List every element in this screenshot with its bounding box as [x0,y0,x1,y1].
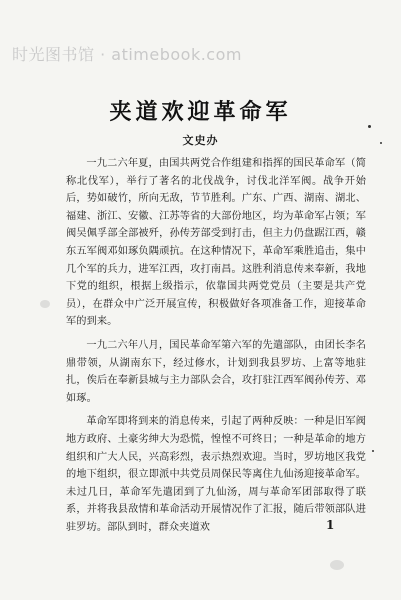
watermark: 时光图书馆 · atimebook.com [12,45,242,64]
scan-speck [372,450,374,452]
paragraph-3: 革命军即将到来的消息传来，引起了两种反映：一种是旧军阀地方政府、土豪劣绅大为恐慌，惶惶不可终日；一种是革命的地方组织和广大人民，兴高彩烈，表示热烈欢迎。当时，罗坊地区我党的地下组织，很立即派中共党员周保民等离住九仙汤迎接革命军。未过几日，革命军先遣团到了九仙汤，周与革命军团部取得了联系，并将我县敌情和革命活动开展情况作了汇报，随后带领部队进驻罗坊。部队到时，群众夹道欢 [66,416,366,533]
scan-speck [368,125,371,128]
page-title: 夹道欢迎革命军 [109,99,292,125]
paragraph-2: 一九二六年八月，国民革命军第六军的先遣部队，由团长李名鼎带领，从湖南东下，经过修水，计划到我县罗坊、上富等地驻扎，俟后在奉新县城与主力部队会合，攻打驻江西军阀孙传芳、邓如琢。 [66,339,366,404]
scan-speck [380,142,382,144]
article-body [66,155,366,536]
page-number: 1 [326,518,335,532]
paragraph-1: 一九二六年夏，由国共两党合作组建和指挥的国民革命军（简称北伐军），举行了著名的北伐战争，讨伐北洋军阀。战争开始后，势如破竹，所向无敌，节节胜利。广东、广西、湖南、湖北、福建、浙江、安徽、江苏等省的大部份地区，均为革命军占领；军阀吴佩孚部全部被歼，孙传芳部受到打击，但主力仍盘踞江西，赣东五军阀邓如琢负隅顽抗。在这种情况下，革命军乘胜追击，集中几个军的兵力，进军江西，攻打南昌。这胜利消息传来奉新，我地下党的组织，根据上级指示，依靠国共两党党员（主要是共产党员），在群众中广泛开展宣传，积极做好各项准备工作，迎接革命军的到来。 [66,158,366,328]
author-line: 文史办 [182,134,219,147]
scan-stain [330,560,344,570]
scan-stain [40,300,50,308]
